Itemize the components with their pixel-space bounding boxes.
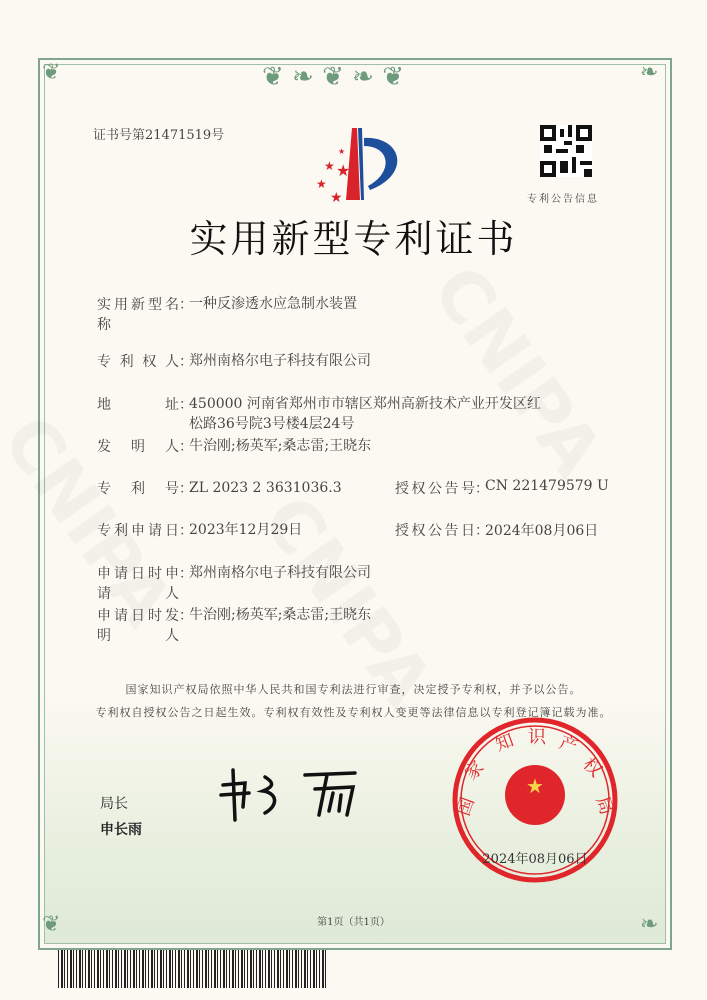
field-patent-number: 专利号 ： ZL 2023 2 3631036.3 xyxy=(97,478,389,498)
director-name: 申长雨 xyxy=(100,822,142,838)
field-value: 2024年08月06日 xyxy=(485,523,599,539)
field-value: 一种反渗透水应急制水装置 xyxy=(189,296,357,312)
svg-text:家: 家 xyxy=(460,756,489,785)
field-inventors-at-filing: 申请日时发明人 ： 牛治刚;杨英军;桑志雷;王晓东 xyxy=(97,605,549,645)
svg-text:产: 产 xyxy=(556,731,581,758)
qr-code[interactable] xyxy=(540,125,592,177)
field-value: 2023年12月29日 xyxy=(189,522,303,538)
field-label: 申请日时申请人 xyxy=(97,566,179,602)
ornament-corner: ❦ xyxy=(42,912,61,937)
svg-text:★: ★ xyxy=(336,161,351,180)
field-label: 授权公告号 xyxy=(395,481,475,497)
field-utility-model-name: 实用新型名称 ： 一种反渗透水应急制水装置 xyxy=(97,294,549,334)
official-seal xyxy=(450,715,620,885)
ornament-corner: ❧ xyxy=(640,60,659,85)
ornament-corner: ❦ xyxy=(42,60,61,85)
field-value: 450000 河南省郑州市市辖区郑州高新技术产业开发区红松路36号院3号楼4层24号 xyxy=(189,396,541,432)
field-label: 实用新型名称 xyxy=(97,297,179,333)
field-value: 牛治刚;杨英军;桑志雷;王晓东 xyxy=(189,438,372,454)
field-label: 授权公告日 xyxy=(395,523,475,539)
field-patentee: 专利权人 ： 郑州南格尔电子科技有限公司 xyxy=(97,351,549,371)
field-value: 郑州南格尔电子科技有限公司 xyxy=(189,565,371,581)
statement-effect: 专利权自授权公告之日起生效。专利权有效性及专利权人变更等法律信息以专利登记簿记载为准。 xyxy=(95,706,612,719)
field-address: 地址 ： 450000 河南省郑州市市辖区郑州高新技术产业开发区红松路36号院3号楼4层24号 xyxy=(97,394,549,434)
field-label: 专利权人 xyxy=(97,354,179,370)
svg-text:权: 权 xyxy=(578,753,607,782)
field-value: CN 221479579 U xyxy=(485,478,609,494)
certificate-title: 实用新型专利证书 xyxy=(189,217,518,261)
svg-text:局: 局 xyxy=(591,793,618,818)
svg-text:知: 知 xyxy=(492,729,517,756)
svg-text:★: ★ xyxy=(324,159,335,173)
cnipa-logo xyxy=(312,124,412,204)
field-label: 发明人 xyxy=(97,439,179,455)
seal-date: 2024年08月06日 xyxy=(482,852,588,867)
field-label: 地址 xyxy=(97,397,179,413)
svg-text:国: 国 xyxy=(452,794,479,819)
ornament-top: ❦ ❧ ❦ ❧ ❦ xyxy=(262,62,404,92)
ornament-corner: ❧ xyxy=(640,912,659,937)
field-applicant-at-filing: 申请日时申请人 ： 郑州南格尔电子科技有限公司 xyxy=(97,563,549,603)
field-label: 专利号 xyxy=(97,481,179,497)
svg-text:★: ★ xyxy=(316,177,327,191)
director-title: 局长 xyxy=(100,796,128,812)
field-inventors: 发明人 ： 牛治刚;杨英军;桑志雷;王晓东 xyxy=(97,436,549,456)
svg-text:识: 识 xyxy=(528,727,546,748)
field-value: ZL 2023 2 3631036.3 xyxy=(189,480,342,496)
field-label: 专利申请日 xyxy=(97,523,179,539)
svg-text:★: ★ xyxy=(330,190,343,204)
page-number: 第1页（共1页） xyxy=(317,917,390,928)
field-grant-publication-number: 授权公告号 ： CN 221479579 U xyxy=(395,478,609,497)
barcode xyxy=(58,950,328,988)
field-value: 牛治刚;杨英军;桑志雷;王晓东 xyxy=(189,607,372,623)
svg-text:★: ★ xyxy=(526,774,544,798)
logo-p-curve xyxy=(364,138,397,190)
qr-label: 专利公告信息 xyxy=(527,194,599,205)
field-label: 申请日时发明人 xyxy=(97,608,179,644)
svg-text:★: ★ xyxy=(338,147,346,156)
field-application-date: 专利申请日 ： 2023年12月29日 xyxy=(97,520,389,540)
certificate-number: 证书号第21471519号 xyxy=(93,128,225,143)
statement-grant: 国家知识产权局依照中华人民共和国专利法进行审查，决定授予专利权，并予以公告。 xyxy=(125,683,582,696)
field-value: 郑州南格尔电子科技有限公司 xyxy=(189,353,371,369)
signature xyxy=(215,765,365,825)
field-grant-publication-date: 授权公告日 ： 2024年08月06日 xyxy=(395,520,598,540)
